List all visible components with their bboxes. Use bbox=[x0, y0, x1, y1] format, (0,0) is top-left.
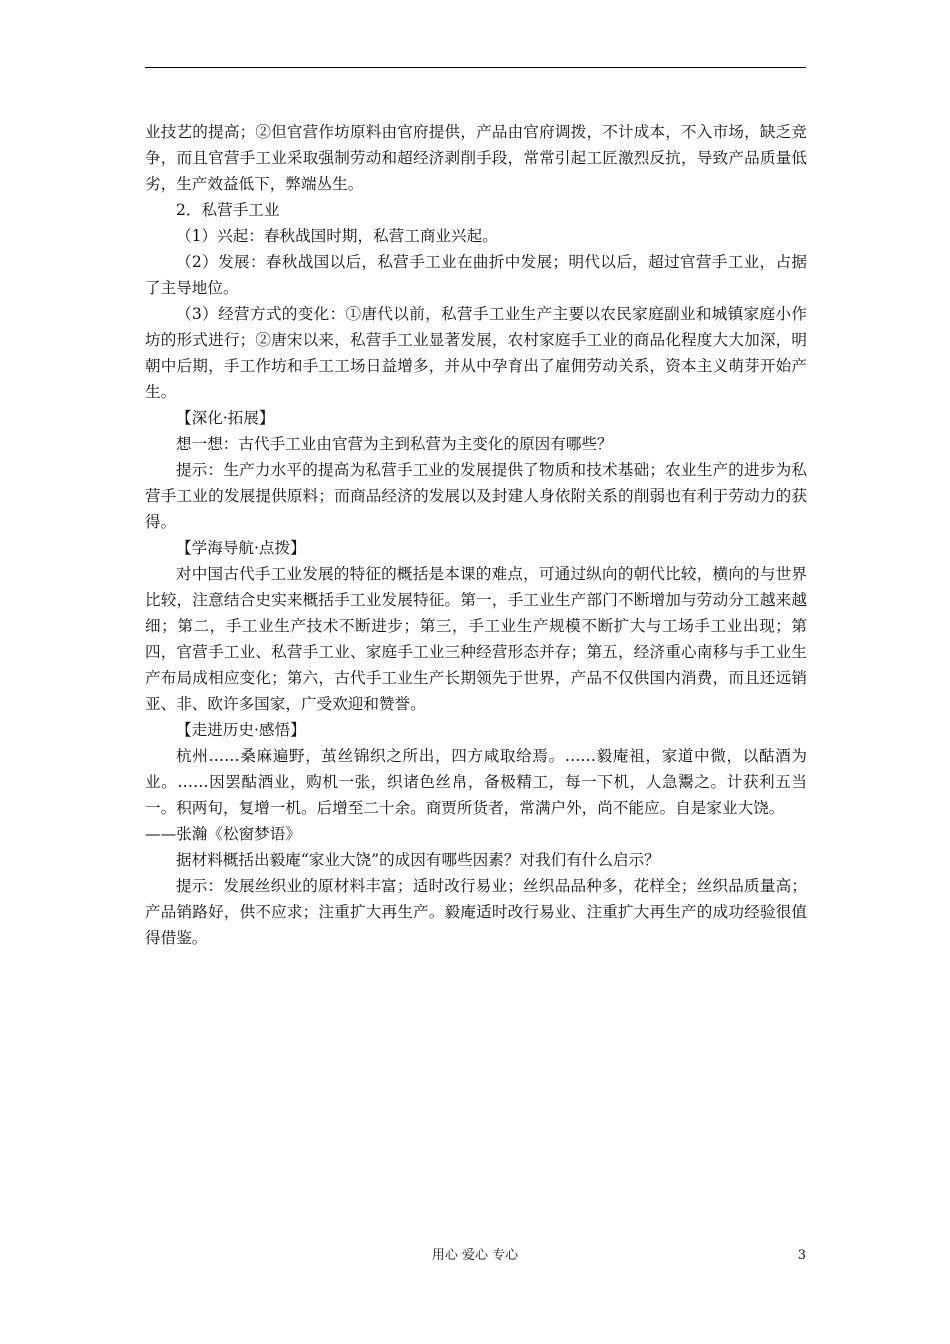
paragraph-material-hint: 提示：发展丝织业的原材料丰富；适时改行易业；丝织品品种多，花样全；丝织品质量高；产品销路好，供不应求；注重扩大再生产。毅庵适时改行易业、注重扩大再生产的成功经验很值得借鉴。 bbox=[145, 877, 807, 947]
paragraph-rise: （1）兴起：春秋战国时期，私营工商业兴起。 bbox=[176, 227, 498, 245]
paragraph-development: （2）发展：春秋战国以后，私营手工业在曲折中发展；明代以后，超过官营手工业，占据了主导地位。 bbox=[145, 253, 807, 297]
header-rule bbox=[145, 67, 806, 68]
paragraph-source-citation: ——张瀚《松窗梦语》 bbox=[145, 825, 301, 843]
paragraph-source-excerpt: 杭州……桑麻遍野，茧丝锦织之所出，四方咸取给焉。……毅庵祖，家道中微，以酤酒为业。……因罢酤酒业，购机一张，织诸色丝帛，备极精工，每一下机，人急鬻之。计获利五当一。积两旬，复增一机。后增至二十余。商贾所货者，常满户外，尚不能应。自是家业大饶。 bbox=[145, 747, 807, 817]
section-heading-history-insight: 【走进历史·感悟】 bbox=[176, 721, 306, 739]
section-heading-study-guide: 【学海导航·点拨】 bbox=[176, 539, 306, 557]
section-heading-private-handicraft: 2．私营手工业 bbox=[176, 201, 280, 219]
paragraph-think-question: 想一想：古代手工业由官营为主到私营为主变化的原因有哪些？ bbox=[176, 435, 613, 453]
section-heading-deepen-extend: 【深化·拓展】 bbox=[176, 409, 275, 427]
footer-motto: 用心 爱心 专心 bbox=[431, 1248, 519, 1263]
paragraph-material-question: 据材料概括出毅庵“家业大饶”的成因有哪些因素？对我们有什么启示？ bbox=[176, 851, 660, 869]
paragraph-operation-change: （3）经营方式的变化：①唐代以前，私营手工业生产主要以农民家庭副业和城镇家庭小作坊的形式进行；②唐宋以来，私营手工业显著发展，农村家庭手工业的商品化程度大大加深，明朝中后期，手工作坊和手工工场日益增多，并从中孕育出了雇佣劳动关系，资本主义萌芽开始产生。 bbox=[145, 305, 807, 401]
paragraph-guanying-drawbacks: 业技艺的提高；②但官营作坊原料由官府提供，产品由官府调拨，不计成本，不入市场，缺乏竞争，而且官营手工业采取强制劳动和超经济剥削手段，常常引起工匠激烈反抗，导致产品质量低劣，生产效益低下，弊端丛生。 bbox=[145, 123, 807, 193]
paragraph-characteristics: 对中国古代手工业发展的特征的概括是本课的难点，可通过纵向的朝代比较，横向的与世界比较，注意结合史实来概括手工业发展特征。第一，手工业生产部门不断增加与劳动分工越来越细；第二，手工业生产技术不断进步；第三，手工业生产规模不断扩大与工场手工业出现；第四，官营手工业、私营手工业、家庭手工业三种经营形态并存；第五，经济重心南移与手工业生产布局成相应变化；第六，古代手工业生产长期领先于世界，产品不仅供国内消费，而且还远销亚、非、欧许多国家，广受欢迎和赞誉。 bbox=[145, 565, 807, 713]
document-body bbox=[145, 119, 807, 951]
page-number: 3 bbox=[797, 1248, 806, 1263]
paragraph-think-hint: 提示：生产力水平的提高为私营手工业的发展提供了物质和技术基础；农业生产的进步为私营手工业的发展提供原料；而商品经济的发展以及封建人身依附关系的削弱也有利于劳动力的获得。 bbox=[145, 461, 807, 531]
